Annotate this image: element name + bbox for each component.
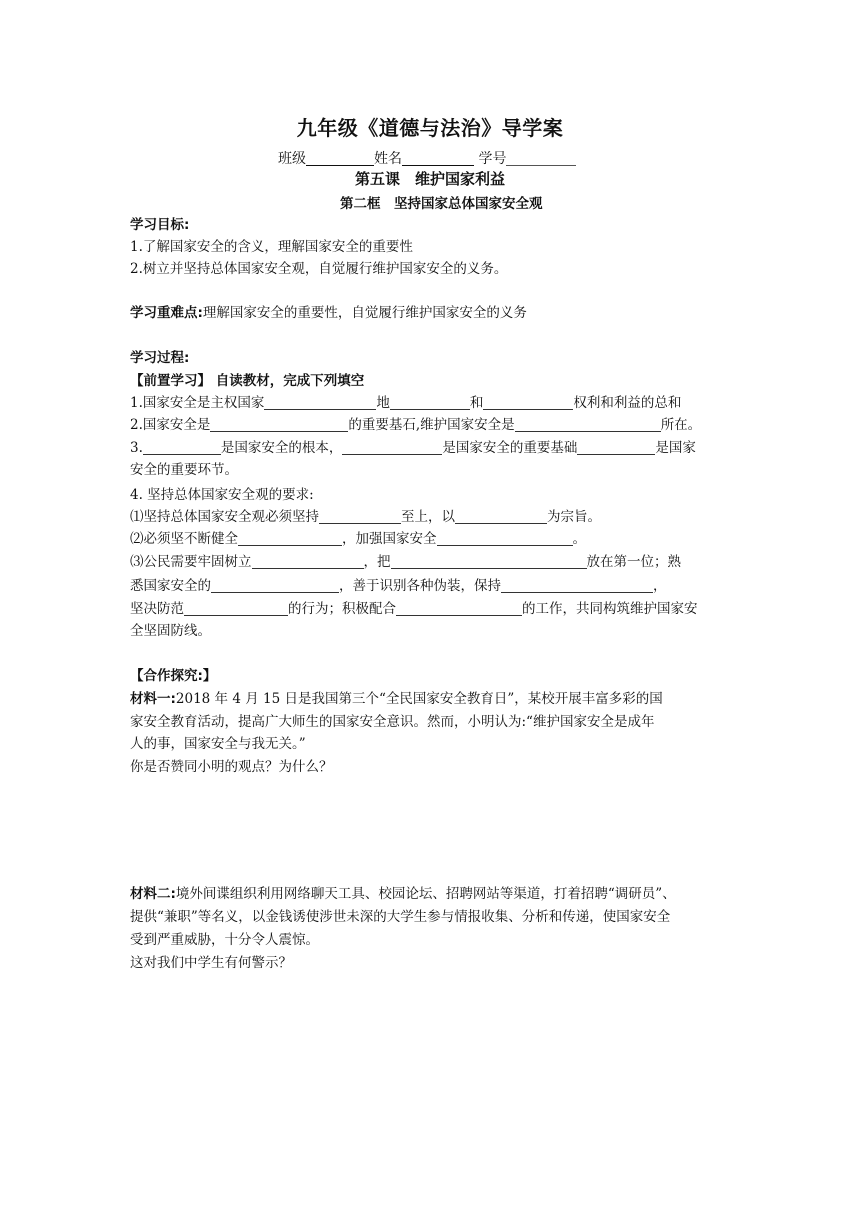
q1-blank-3[interactable] [483,395,573,410]
material-1-text: 2018 年 4 月 15 日是我国第三个“全民国家安全教育日”，某校开展丰富多彩的国 [175,691,663,707]
number-label: 学号 [478,151,507,167]
q4-2-text: ，加强国家安全 [342,531,437,547]
fill-question-4-1 [130,506,601,528]
q4-1-text: ⑴坚持总体国家安全观必须坚持 [130,509,319,525]
q3-continued: 安全的重要环节。 [130,462,238,478]
prestudy-heading: 【前置学习】 自读教材，完成下列填空 [130,373,365,389]
fill-question-4-2 [130,528,586,550]
q3-text: 是国家 [655,440,696,456]
q1-blank-1[interactable] [264,395,376,410]
q1-text: 权利和利益的总和 [573,395,682,411]
fill-question-4-3-b [130,575,667,597]
q3-blank-2[interactable] [342,440,442,455]
q4-1-text: 至上，以 [401,509,455,525]
q4-3-continued: 全坚固防线。 [130,623,211,639]
q2-text: 的重要基石,维护国家安全是 [348,417,515,433]
q2-text: 所在。 [660,417,702,433]
material-2-label: 材料二: [130,886,176,902]
q3-text: 是国家安全的重要基础 [442,440,578,456]
q4-3-text: 放在第一位；熟 [586,554,681,570]
q4-2-text: 。 [572,531,586,547]
name-label: 姓名 [374,151,402,167]
page-title: 九年级《道德与法治》导学案 [296,116,564,140]
key-points-heading: 学习重难点: [130,305,203,321]
q3-text: 3. [130,440,143,456]
q4-1-blank-2[interactable] [455,509,547,524]
key-points-text: 理解国家安全的重要性，自觉履行维护国家安全的义务 [202,305,527,321]
q3-blank-1[interactable] [143,440,221,455]
lesson-title: 第五课 维护国家利益 [354,170,505,188]
objective-item: 2.树立并坚持总体国家安全观，自觉履行维护国家安全的义务。 [130,261,508,277]
material-1-text: 家安全教育活动，提高广大师生的国家安全意识。然而，小明认为:“维护国家安全是成年 [130,714,655,730]
q4-3b-text: ，善于识别各种伪装，保持 [339,578,501,594]
key-points [130,302,527,324]
q4-3c-text: 的行为；积极配合 [288,601,396,617]
class-label: 班级 [278,151,306,167]
q4-3-text: ，把 [363,554,391,570]
q4-3c-text: 坚决防范 [130,601,184,617]
fill-question-4-3 [130,551,681,573]
q4-3b-blank-2[interactable] [501,578,653,593]
fill-question-4-3-c [130,598,698,620]
q4-3c-blank-2[interactable] [396,601,522,616]
q4-3-blank-1[interactable] [252,554,364,569]
q1-text: 和 [469,395,484,411]
q4-3b-text: 悉国家安全的 [130,578,211,594]
q4-3b-blank-1[interactable] [211,578,339,593]
q2-text: 2.国家安全是 [130,417,211,433]
q4-3c-blank-1[interactable] [184,601,288,616]
student-info-line [278,148,576,168]
q2-blank-2[interactable] [515,417,661,432]
material-1-label: 材料一: [130,691,176,707]
q4-3-blank-2[interactable] [391,554,587,569]
q4-2-blank-1[interactable] [238,531,342,546]
objective-item: 1.了解国家安全的含义，理解国家安全的重要性 [130,239,413,255]
material-2-line [130,883,676,905]
process-heading: 学习过程: [130,350,190,366]
q3-text: 是国家安全的根本， [220,440,343,456]
fill-question-2 [130,414,701,436]
q4-3c-text: 的工作，共同构筑维护国家安 [522,601,698,617]
cooperation-heading: 【合作探究:】 [130,668,217,684]
q4-2-text: ⑵必须坚不断健全 [130,531,238,547]
q2-blank-1[interactable] [210,417,348,432]
fill-question-4: 4. 坚持总体国家安全观的要求: [130,487,314,503]
q1-text: 1.国家安全是主权国家 [130,395,265,411]
material-2-text: 受到严重威胁，十分令人震惊。 [130,932,319,948]
name-blank[interactable] [402,151,474,166]
objectives-heading: 学习目标: [130,217,190,233]
q4-1-blank-1[interactable] [319,509,401,524]
material-2-text: 提供“兼职”等名义，以金钱诱使涉世未深的大学生参与情报收集、分析和传递，使国家安全 [130,909,671,925]
q4-2-blank-2[interactable] [437,531,573,546]
q3-blank-3[interactable] [577,440,655,455]
material-2-text: 境外间谍组织利用网络聊天工具、校园论坛、招聘网站等渠道，打着招聘“调研员”、 [175,886,676,902]
q4-1-text: 为宗旨。 [547,509,601,525]
material-1-line [130,688,663,710]
q1-text: 地 [376,395,390,411]
material-1-question: 你是否赞同小明的观点？为什么？ [130,759,333,775]
fill-question-3 [130,437,696,459]
class-blank[interactable] [306,151,374,166]
frame-title: 第二框 坚持国家总体国家安全观 [340,196,543,212]
q1-blank-2[interactable] [390,395,470,410]
material-2-question: 这对我们中学生有何警示？ [130,955,292,971]
material-1-text: 人的事，国家安全与我无关。” [130,736,306,752]
q4-3b-text: ， [653,578,667,594]
fill-question-1 [130,392,681,414]
q4-3-text: ⑶公民需要牢固树立 [130,554,252,570]
number-blank[interactable] [506,151,576,166]
